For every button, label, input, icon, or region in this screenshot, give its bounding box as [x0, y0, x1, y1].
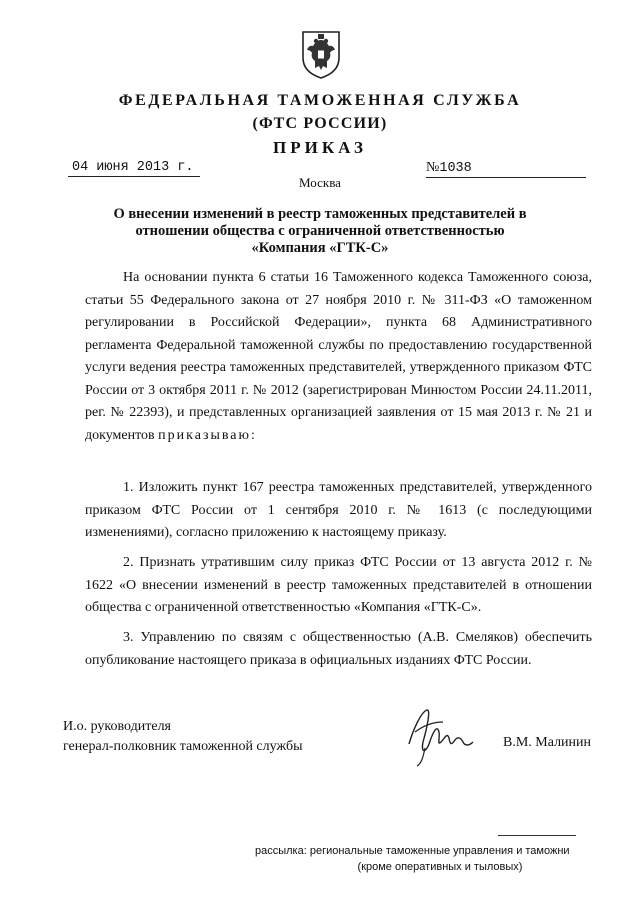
agency-full-name: ФЕДЕРАЛЬНАЯ ТАМОЖЕННАЯ СЛУЖБА: [118, 92, 522, 109]
number-value: 1038: [439, 161, 472, 176]
city: Москва: [299, 175, 341, 190]
distribution-list: [255, 843, 600, 875]
distribution-line: рассылка: региональные таможенные управления и таможни: [255, 845, 570, 857]
signer-role: И.о. руководителя: [63, 719, 172, 734]
number-prefix: №: [426, 160, 440, 175]
handwritten-signature-icon: [403, 702, 475, 770]
subject-line: отношении общества с ограниченной ответственностью: [135, 223, 505, 239]
order-item-1: 1. Изложить пункт 167 реестра таможенных представителей, утвержденного приказом ФТС России от 1 сентября 2010 г. № 1613 (с последующими изменениями), согласно приложению к настоящему приказу.: [85, 480, 592, 540]
distribution-line: (кроме оперативных и тыловых): [357, 861, 523, 873]
document-type: ПРИКАЗ: [273, 138, 367, 157]
preamble-paragraph: [85, 267, 592, 447]
signer-name: В.М. Малинин: [503, 735, 592, 750]
preamble-text: На основании пункта 6 статьи 16 Таможенного кодекса Таможенного союза, статьи 55 Федерального закона от 27 ноября 2010 г. № 311-ФЗ «О таможенном регулировании в Российской Федерации», пункта 68 Административного регламента Федеральной таможенной службы по предоставлению государственной услуги ведения реестра таможенных представителей, утвержденного приказом ФТС России от 3 октября 2011 г. № 2012 (зарегистрирован Минюстом России 24.11.2011, рег. № 22393), и представленных организацией заявления от 15 мая 2013 г. № 21 и документов: [85, 270, 592, 443]
subject-line: «Компания «ГТК-С»: [251, 240, 389, 256]
order-item-2: 2. Признать утратившим силу приказ ФТС России от 13 августа 2012 г. № 1622 «О внесении изменений в реестр таможенных представителей в отношении общества с ограниченной ответственностью «Компания «ГТК-С».: [85, 555, 592, 615]
order-item-3: 3. Управлению по связям с общественностью (А.В. Смеляков) обеспечить опубликование настоящего приказа в официальных изданиях ФТС России.: [85, 630, 592, 668]
order-word: приказываю:: [158, 427, 257, 443]
order-date: 04 июня 2013 г.: [68, 159, 200, 177]
order-subject: [80, 206, 560, 257]
agency-short-name: (ФТС РОССИИ): [252, 115, 388, 132]
signer-rank: генерал-полковник таможенной службы: [63, 739, 303, 754]
signer-title: [63, 717, 302, 757]
coat-of-arms-icon: [299, 28, 343, 80]
subject-line: О внесении изменений в реестр таможенных представителей в: [113, 206, 527, 222]
distribution-divider: [498, 835, 576, 836]
